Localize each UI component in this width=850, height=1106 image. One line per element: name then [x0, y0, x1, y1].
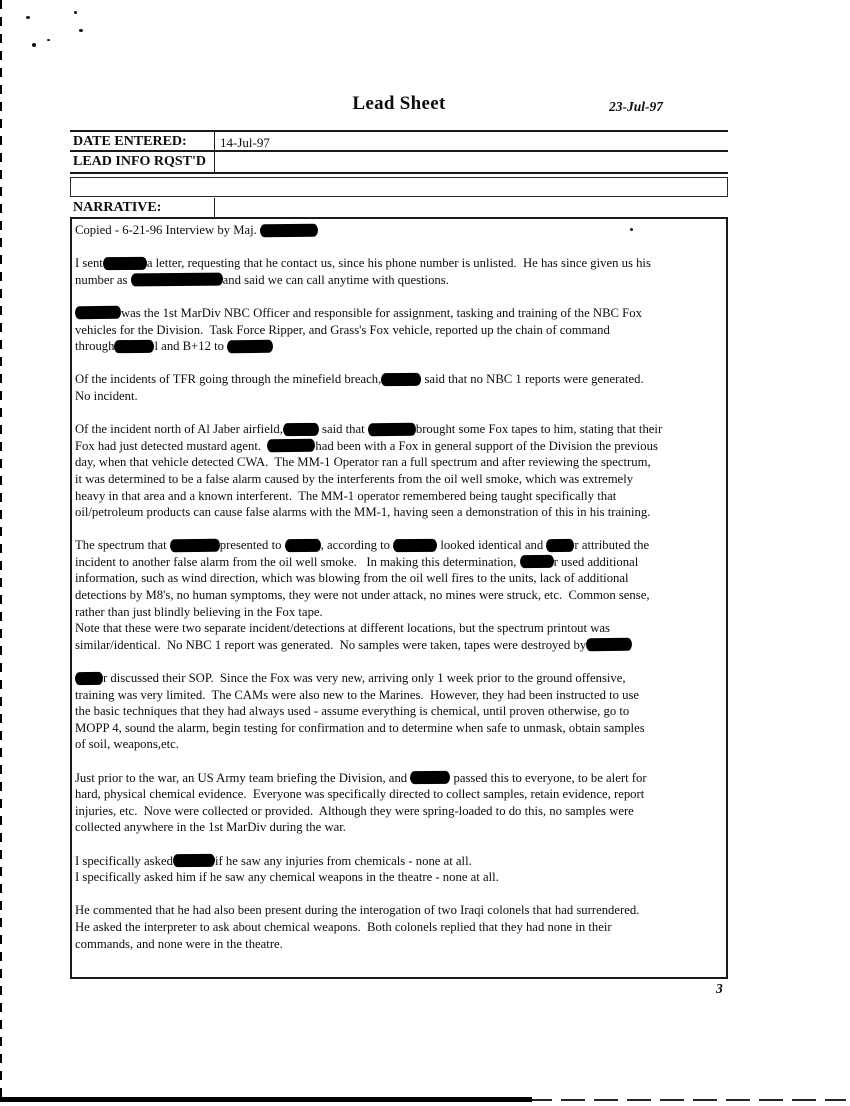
redaction-mark	[170, 539, 220, 553]
scan-artifact-speck	[74, 11, 77, 14]
redaction-mark	[227, 339, 273, 352]
redaction-mark	[260, 223, 318, 237]
form-row-lead-info-rqstd	[70, 152, 728, 174]
redaction-mark	[267, 439, 315, 453]
scan-artifact-speck	[32, 43, 36, 47]
narrative-paragraph: Copied - 6-21-96 Interview by Maj.	[75, 222, 721, 239]
field-label-narrative: NARRATIVE:	[70, 198, 215, 219]
document-title: Lead Sheet	[352, 93, 446, 114]
redaction-mark	[410, 771, 450, 784]
redaction-mark	[75, 671, 103, 684]
page-number: 3	[716, 981, 723, 996]
scan-artifact-speck	[79, 29, 83, 32]
redaction-mark	[520, 555, 554, 568]
narrative-paragraph: Of the incidents of TFR going through the minefield breach, said that no NBC 1 reports were generated. No incident.	[75, 372, 644, 403]
scan-artifact-left-edge	[0, 0, 2, 1103]
scan-artifact-bottom-edge	[0, 1097, 532, 1102]
redaction-mark	[393, 539, 437, 552]
report-date: 23-Jul-97	[609, 99, 663, 114]
redaction-mark	[546, 539, 574, 552]
redaction-mark	[368, 422, 416, 436]
narrative-paragraph: Of the incident north of Al Jaber airfield, said that brought some Fox tapes to him, stating that their Fox had just detected mustard agent. had been with a Fox in general support of the Division the previous day, when that vehicle detected CWA. The MM-1 Operator ran a full spectrum and after reviewing the spectrum, it was determined to be a false alarm caused by the interferents from the oil well smoke, which was extremely heavy in that area and a known interferent. The MM-1 operator remembered being taught specifically that oil/petroleum products can cause false alarms with the MM-1, having seen a demonstration of this in his training.	[75, 422, 663, 520]
narrative-paragraph: The spectrum that presented to , according to looked identical and r attributed the incident to another false alarm from the oil well smoke. In making this determination, r used additional information, such as wind direction, which was blowing from the oil well fires to the units, lack of additional detections by M8's, no human symptoms, they were not under attack, no mines were struck, etc. Common sense, rather than just blindly believing in the Fox tape. Note that these were two separate incident/detections at different locations, but the spectrum printout was similar/identical. No NBC 1 report was generated. No samples were taken, tapes were destroyed by	[75, 538, 650, 652]
redaction-mark	[103, 256, 147, 269]
narrative-paragraphs	[75, 222, 721, 952]
scan-artifact-speck	[47, 39, 50, 41]
redaction-mark	[285, 539, 321, 552]
narrative-paragraph: r discussed their SOP. Since the Fox was very new, arriving only 1 week prior to the ground offensive, training was very limited. The CAMs were also new to the Marines. However, they had been instructed to use the basic techniques that they had always used - assume everything is chemical, until proven otherwise, go to MOPP 4, sound the alarm, begin testing for confirmation and to determine when safe to unmask, obtain samples of soil, weapons,etc.	[75, 671, 645, 752]
scan-artifact-bottom-edge-dashes	[528, 1099, 846, 1101]
narrative-paragraph: He commented that he had also been present during the interogation of two Iraqi colonels that had surrendered. He asked the interpreter to ask about chemical weapons. Both colonels replied that they had none in their commands, and none were in the theatre.	[75, 903, 640, 951]
lead-sheet-form	[70, 130, 728, 219]
redaction-mark	[283, 422, 319, 435]
redaction-mark	[173, 854, 215, 867]
redaction-mark	[586, 638, 632, 651]
redaction-mark	[381, 373, 421, 386]
narrative-paragraph: Just prior to the war, an US Army team briefing the Division, and passed this to everyone, to be alert for hard, physical chemical evidence. Everyone was specifically directed to collect samples, retain evidence, report injuries, etc. Nove were collected or provided. Although they were spring-loaded to do this, no samples were collected anywhere in the 1st MarDiv during the war.	[75, 770, 647, 835]
field-value-lead-info-rqstd	[215, 152, 728, 172]
field-value-narrative	[215, 198, 728, 219]
narrative-box	[70, 217, 728, 979]
narrative-paragraph: was the 1st MarDiv NBC Officer and responsible for assignment, tasking and training of the NBC Fox vehicles for the Division. Task Force Ripper, and Grass's Fox vehicle, reported up the chain of command through l and B+12 to	[75, 305, 642, 354]
form-row-date-entered	[70, 130, 728, 152]
field-label-date-entered: DATE ENTERED:	[70, 132, 215, 150]
narrative-paragraph: I sent a letter, requesting that he contact us, since his phone number is unlisted. He has since given us his number as and said we can call anytime with questions.	[75, 256, 651, 287]
empty-field-box	[70, 177, 728, 197]
redaction-mark	[131, 273, 223, 287]
field-value-date-entered: 14-Jul-97	[220, 134, 270, 150]
scan-artifact-speck	[26, 16, 30, 19]
redaction-mark	[75, 306, 121, 319]
narrative-paragraph: I specifically asked if he saw any injuries from chemicals - none at all. I specifically asked him if he saw any chemical weapons in the theatre - none at all.	[75, 853, 499, 885]
form-row-narrative	[70, 198, 728, 219]
field-label-lead-info-rqstd: LEAD INFO RQST'D	[70, 152, 215, 172]
redaction-mark	[114, 339, 154, 352]
